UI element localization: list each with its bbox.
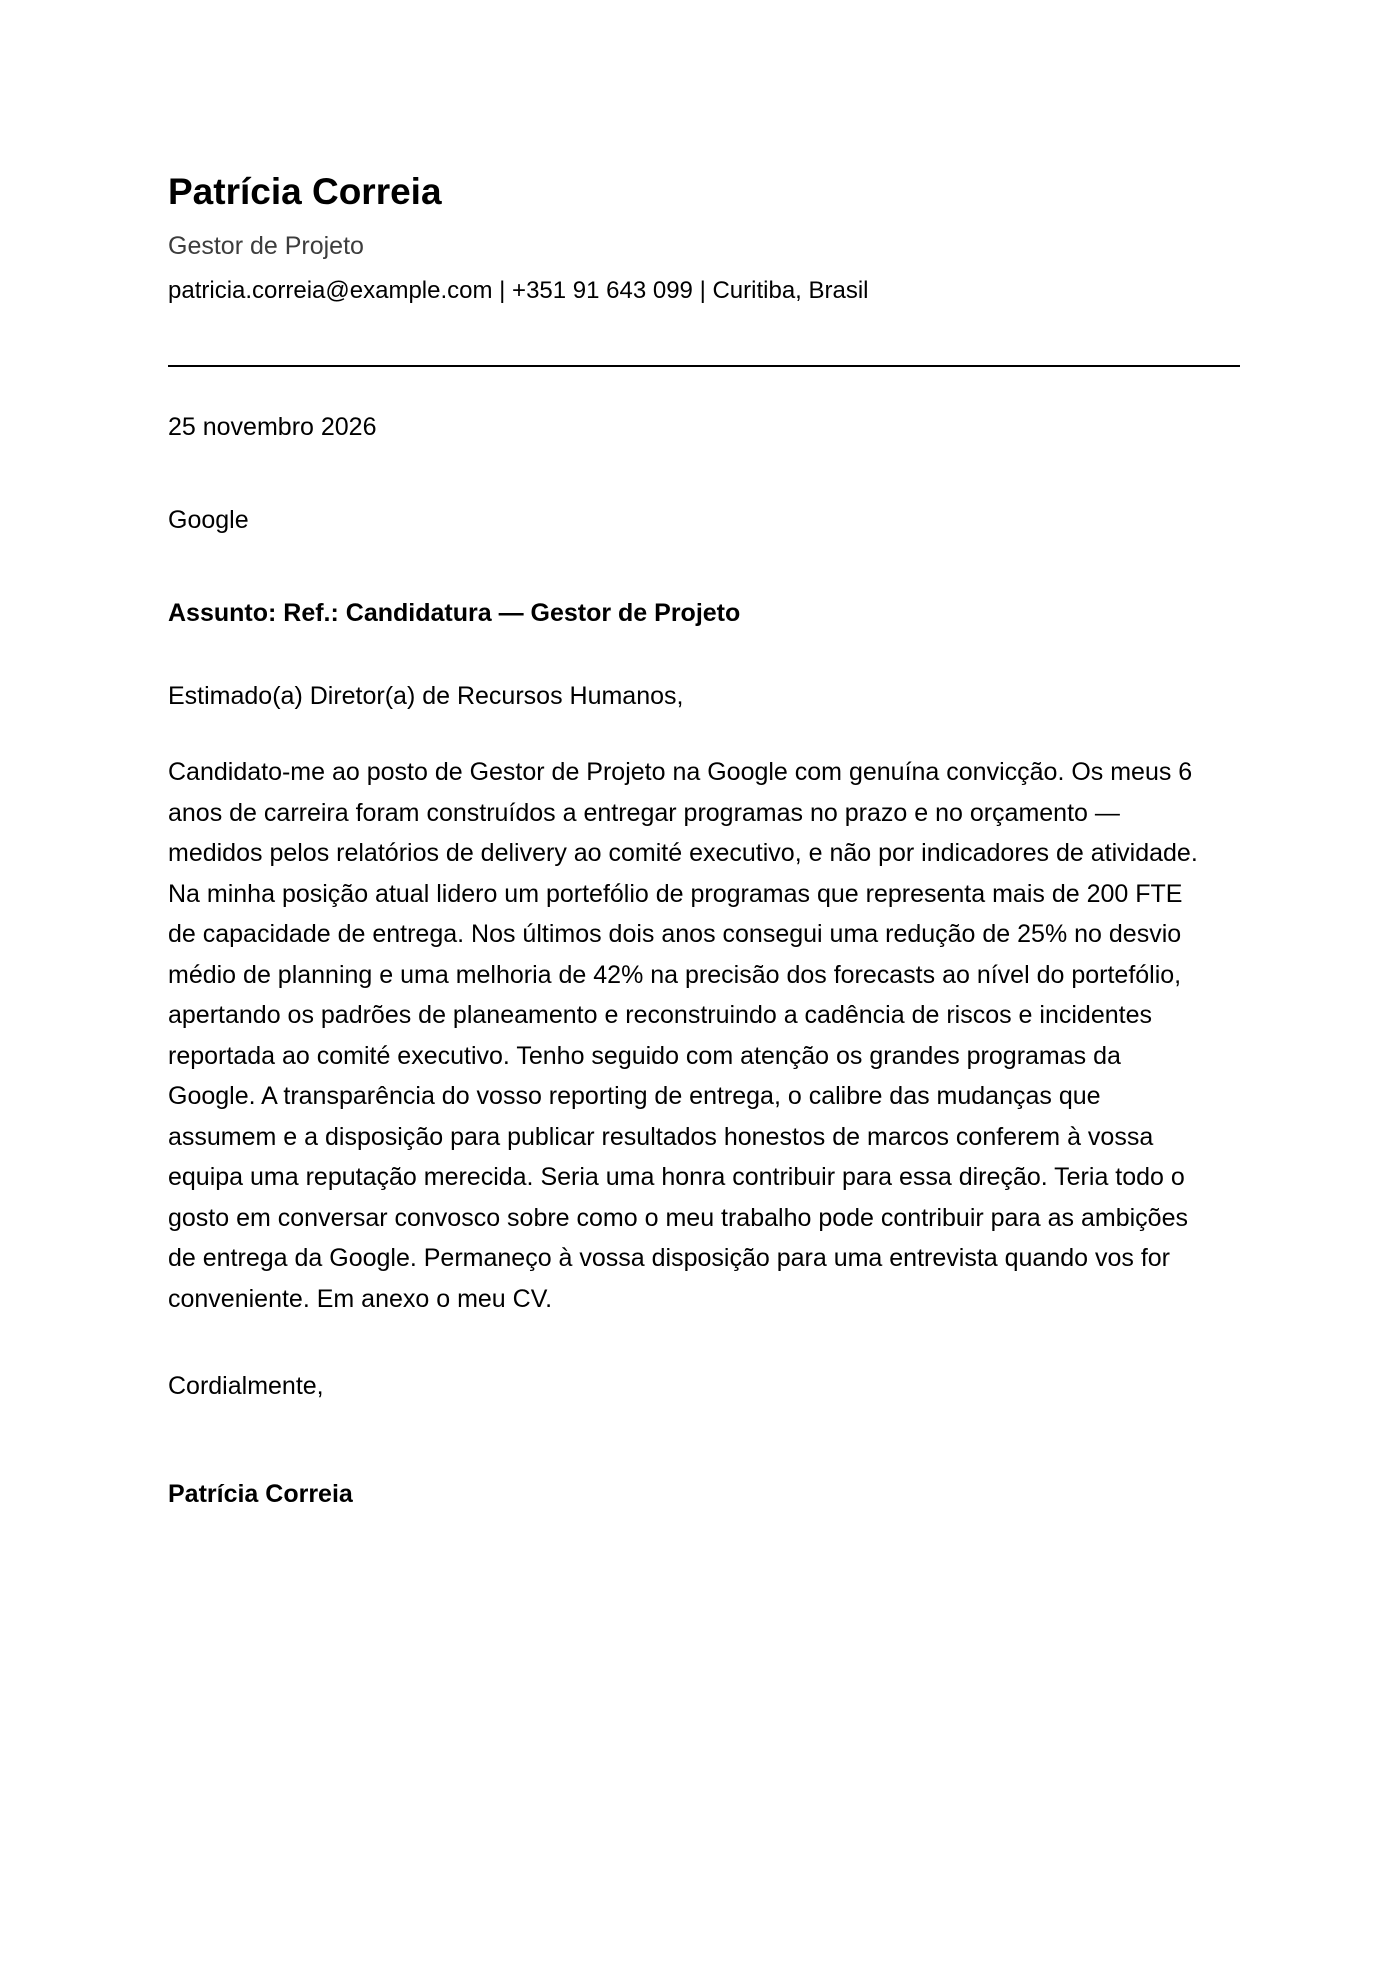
body-line: apertando os padrões de planeamento e reconstruindo a cadência de riscos e incidentes [168,1001,1152,1029]
body-line: gosto em conversar convosco sobre como o meu trabalho pode contribuir para as ambições [168,1203,1188,1232]
letter-subject: Assunto: Ref.: Candidatura — Gestor de Projeto [168,599,741,627]
letter-closing: Cordialmente, [168,1372,324,1400]
body-line: reportada ao comité executivo. Tenho seguido com atenção os grandes programas da [168,1041,1121,1070]
header-divider [168,365,1240,367]
recipient-company: Google [168,506,249,534]
letter-body [168,752,1240,1319]
body-line: assumem e a disposição para publicar resultados honestos de marcos conferem à vossa [168,1122,1154,1151]
body-line: Na minha posição atual lidero um portefólio de programas que representa mais de 200 FTE [168,879,1183,908]
body-line: medidos pelos relatórios de delivery ao comité executivo, e não por indicadores de atividade. [168,839,1198,867]
body-line: médio de planning e uma melhoria de 42% na precisão dos forecasts ao nível do portefólio, [168,960,1182,989]
letter-date: 25 novembro 2026 [168,413,377,441]
body-line: Google. A transparência do vosso reporting de entrega, o calibre das mudanças que [168,1082,1101,1110]
body-line: de capacidade de entrega. Nos últimos dois anos consegui uma redução de 25% no desvio [168,920,1182,948]
sender-contact-line: patricia.correia@example.com | +351 91 643 099 | Curitiba, Brasil [168,277,869,304]
body-line: Candidato-me ao posto de Gestor de Projeto na Google com genuína convicção. Os meus 6 [168,758,1193,786]
signature-name: Patrícia Correia [168,1480,353,1508]
body-line: equipa uma reputação merecida. Seria uma honra contribuir para essa direção. Teria todo o [168,1163,1185,1191]
body-line: de entrega da Google. Permaneço à vossa disposição para uma entrevista quando vos for [168,1244,1171,1272]
sender-job-title: Gestor de Projeto [168,232,364,260]
sender-name: Patrícia Correia [168,171,442,212]
body-line: conveniente. Em anexo o meu CV. [168,1284,553,1313]
body-line: anos de carreira foram construídos a entregar programas no prazo e no orçamento — [168,798,1120,827]
letter-salutation: Estimado(a) Diretor(a) de Recursos Humanos, [168,682,684,710]
